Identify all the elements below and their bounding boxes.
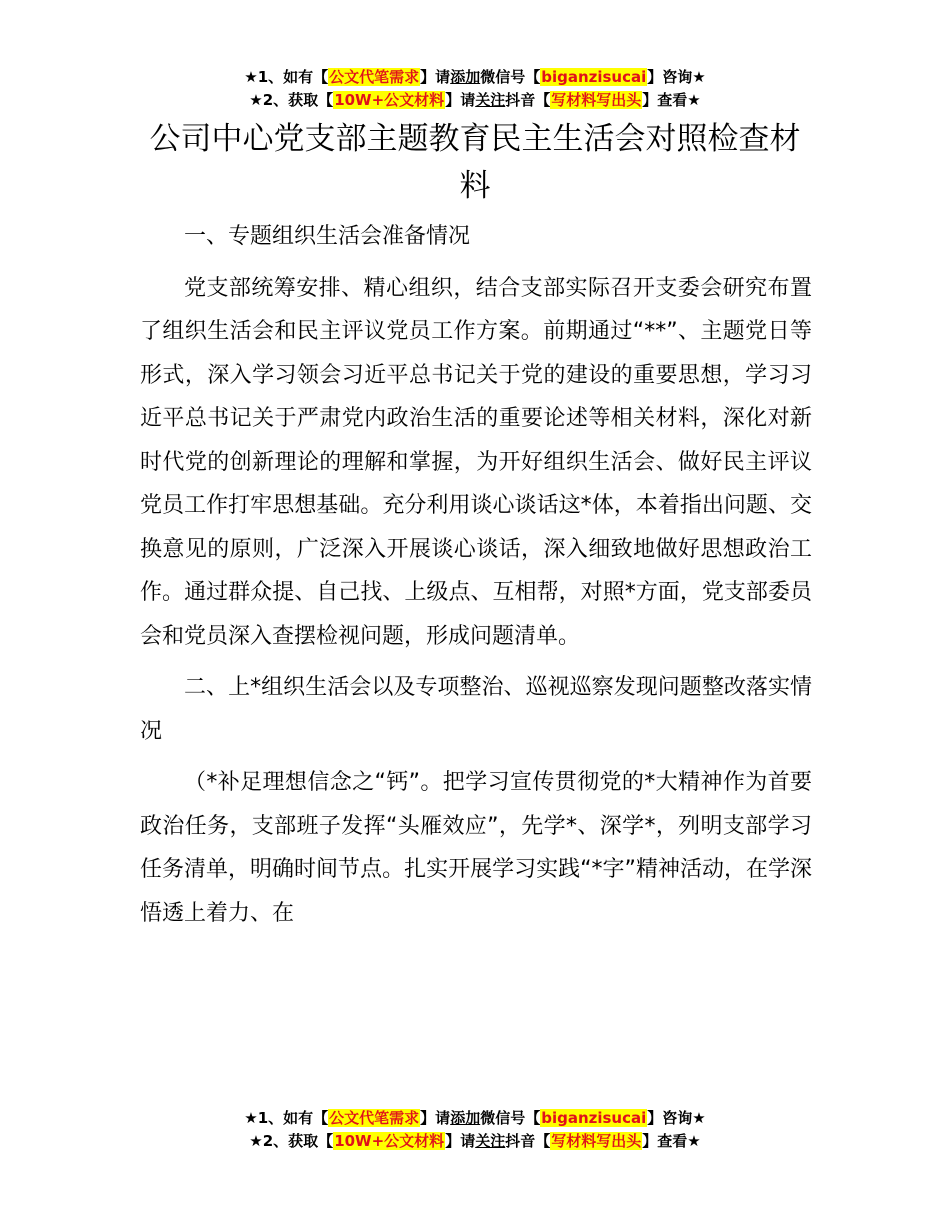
promo-line-1: ★1、如有【公文代笔需求】请添加微信号【biganzisucai】咨询★ (244, 1109, 706, 1127)
promo-line-2: ★2、获取【10W+公文材料】请关注抖音【写材料写出头】查看★ (249, 1132, 701, 1150)
promo-underlined: 添加 (450, 68, 481, 86)
promo-underlined: 关注 (475, 91, 506, 109)
promo-highlight: 10W+公文材料 (334, 91, 445, 109)
promo-line-2: ★2、获取【10W+公文材料】请关注抖音【写材料写出头】查看★ (249, 91, 701, 109)
section-heading: 一、专题组织生活会准备情况 (184, 224, 471, 249)
promo-line-1: ★1、如有【公文代笔需求】请添加微信号【biganzisucai】咨询★ (244, 68, 706, 86)
promo-highlight: biganzisucai (541, 1109, 647, 1127)
promo-highlight: 写材料写出头 (551, 91, 642, 109)
promo-underlined: 关注 (475, 1132, 506, 1150)
section-heading: 二、上*组织生活会以及专项整治、巡视巡察发现问题整改落实情况 (140, 675, 812, 744)
promo-highlight: 10W+公文材料 (334, 1132, 445, 1150)
document-body (140, 215, 812, 935)
promo-underlined: 添加 (450, 1109, 481, 1127)
body-paragraph: （*补足理想信念之“钙”。把学习宣传贯彻党的*大精神作为首要政治任务，支部班子发挥“头雁效应”，先学*、深学*，列明支部学习任务清单，明确时间节点。扎实开展学习实践“*字”精神活动，在学深悟透上着力、在 (140, 770, 812, 926)
document-title: 公司中心党支部主题教育民主生活会对照检查材料 (149, 121, 801, 204)
promo-highlight: 公文代笔需求 (329, 68, 420, 86)
promo-header (0, 66, 950, 112)
promo-highlight: 公文代笔需求 (329, 1109, 420, 1127)
body-paragraph: 党支部统筹安排、精心组织，结合支部实际召开支委会研究布置了组织生活会和民主评议党员工作方案。前期通过“**”、主题党日等形式，深入学习领会习近平总书记关于党的建设的重要思想，学习习近平总书记关于严肃党内政治生活的重要论述等相关材料，深化对新时代党的创新理论的理解和掌握，为开好组织生活会、做好民主评议党员工作打牢思想基础。充分利用谈心谈话这*体，本着指出问题、交换意见的原则，广泛深入开展谈心谈话，深入细致地做好思想政治工作。通过群众提、自己找、上级点、互相帮，对照*方面，党支部委员会和党员深入查摆检视问题，形成问题清单。 (140, 275, 812, 649)
promo-highlight: 写材料写出头 (551, 1132, 642, 1150)
promo-highlight: biganzisucai (541, 68, 647, 86)
promo-footer (0, 1107, 950, 1153)
